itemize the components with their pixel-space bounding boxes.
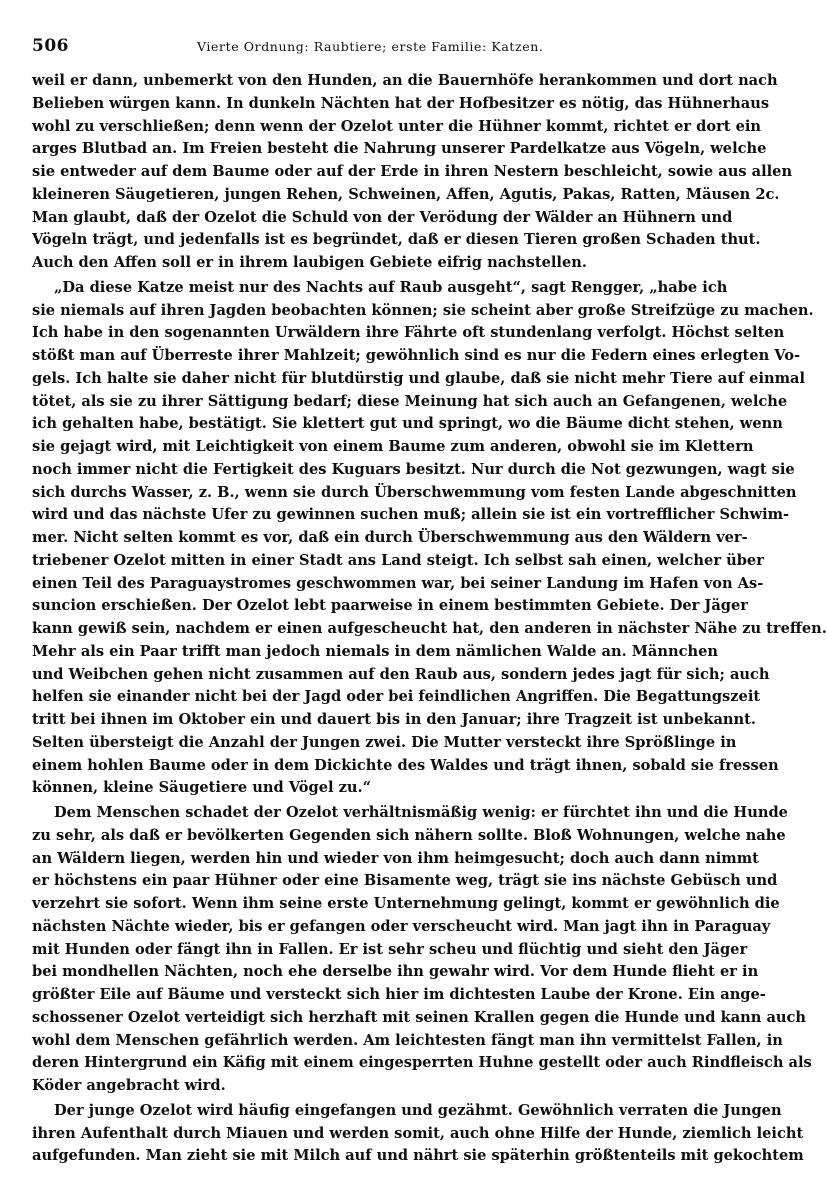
text-line: wohl dem Menschen gefährlich werden. Am leichtesten fängt man ihn vermittelst Fallen, in [32,1031,783,1049]
text-line: mit Hunden oder fängt ihn in Fallen. Er ist sehr scheu und flüchtig und sieht den Jäger [32,940,748,958]
text-line: suncion erschießen. Der Ozelot lebt paarweise in einem bestimmten Gebiete. Der Jäger [32,597,748,615]
text-line: deren Hintergrund ein Käfig mit einem eingesperrten Huhne gestellt oder auch Rindfleisch als [32,1054,812,1072]
text-line: ich gehalten habe, bestätigt. Sie klettert gut und springt, wo die Bäume dicht stehen, wenn [32,415,783,433]
text-line: Auch den Affen soll er in ihrem laubigen Gebiete eifrig nachstellen. [32,254,587,271]
text-line: sich durchs Wasser, z. B., wenn sie durch Überschwemmung vom festen Lande abgeschnitten [32,483,797,501]
paragraph [32,802,812,1098]
text-line: kleineren Säugetieren, jungen Rehen, Schweinen, Affen, Agutis, Pakas, Ratten, Mäusen 2c. [32,185,780,203]
text-line: Köder angebracht wird. [32,1077,226,1094]
text-line: einem hohlen Baume oder in dem Dickichte des Waldes und trägt ihnen, sobald sie fressen [32,756,779,774]
running-head: Vierte Ordnung: Raubtiere; erste Familie: Katzen. [197,39,544,54]
text-line: schossener Ozelot verteidigt sich herzhaft mit seinen Krallen gegen die Hunde und kann auch [32,1008,807,1026]
text-line: gels. Ich halte sie daher nicht für blutdürstig und glaube, daß sie nicht mehr Tiere auf einmal [32,369,806,387]
text-line: können, kleine Säugetiere und Vögel zu.“ [32,779,372,797]
text-line: verzehrt sie sofort. Wenn ihm seine erste Unternehmung gelingt, kommt er gewöhnlich die [32,895,780,912]
text-line: wird und das nächste Ufer zu gewinnen suchen muß; allein sie ist ein vortrefflicher Schwim- [32,506,790,524]
text-line: aufgefunden. Man zieht sie mit Milch auf und nährt sie späterhin größtenteils mit gekochtem [32,1147,804,1165]
text-line: sie niemals auf ihren Jagden beobachten können; sie scheint aber große Streifzüge zu machen. [32,301,814,319]
text-line: Mehr als ein Paar trifft man jedoch niemals in dem nämlichen Walde an. Männchen [32,642,718,660]
page-header [32,36,704,58]
text-line: an Wäldern liegen, werden hin und wieder von ihm heimgesucht; doch auch dann nimmt [32,849,759,867]
text-line: weil er dann, unbemerkt von den Hunden, an die Bauernhöfe herankommen und dort nach [32,72,778,89]
text-line: wohl zu verschließen; denn wenn der Ozelot unter die Hühner kommt, richtet er dort ein [32,117,762,135]
text-line: Selten übersteigt die Anzahl der Jungen zwei. Die Mutter versteckt ihre Sprößlinge in [32,733,737,751]
text-line: er höchstens ein paar Hühner oder eine Bisamente weg, trägt sie ins nächste Gebüsch und [32,872,778,890]
text-line: bei mondhellen Nächten, noch ehe derselbe ihn gewahr wird. Vor dem Hunde flieht er in [32,963,759,981]
text-line: stößt man auf Überreste ihrer Mahlzeit; gewöhnlich sind es nur die Federn eines erlegten Vo- [32,347,801,364]
paragraph [32,1100,804,1168]
text-line: Man glaubt, daß der Ozelot die Schuld von der Verödung der Wälder an Hühnern und [32,208,733,226]
text-line: tötet, als sie zu ihrer Sättigung bedarf; diese Meinung hat sich auch an Gefangenen, welche [32,392,788,410]
text-line: Der junge Ozelot wird häufig eingefangen und gezähmt. Gewöhnlich verraten die Jungen [54,1101,782,1119]
text-line: zu sehr, als daß er bevölkerten Gegenden sich nähern sollte. Bloß Wohnungen, welche nahe [32,826,786,844]
text-line: triebener Ozelot mitten in einer Stadt ans Land steigt. Ich selbst sah einen, welcher über [32,551,764,569]
page-number: 506 [32,36,69,56]
text-line: Belieben würgen kann. In dunkeln Nächten hat der Hofbesitzer es nötig, das Hühnerhaus [32,94,770,112]
text-line: arges Blutbad an. Im Freien besteht die Nahrung unserer Pardelkatze aus Vögeln, welche [32,140,767,158]
text-line: noch immer nicht die Fertigkeit des Kuguars besitzt. Nur durch die Not gezwungen, wagt sie [32,460,795,478]
body-text [32,70,827,1168]
text-line: sie entweder auf dem Baume oder auf der Erde in ihren Nestern beschleicht, sowie aus allen [32,163,793,180]
text-line: mer. Nicht selten kommt es vor, daß ein durch Überschwemmung aus den Wäldern ver- [32,529,748,546]
text-line: Dem Menschen schadet der Ozelot verhältnismäßig wenig: er fürchtet ihn und die Hunde [54,804,788,821]
text-line: tritt bei ihnen im Oktober ein und dauert bis in den Januar; ihre Tragzeit ist unbekannt. [32,711,756,728]
text-line: kann gewiß sein, nachdem er einen aufgescheucht hat, den anderen in nächster Nähe zu treffen. [32,620,827,637]
text-line: sie gejagt wird, mit Leichtigkeit von einem Baume zum anderen, obwohl sie im Klettern [32,438,754,455]
paragraph [32,70,793,275]
paragraph [32,277,827,800]
text-line: helfen sie einander nicht bei der Jagd oder bei feindlichen Angriffen. Die Begattungszeit [32,688,761,706]
text-line: und Weibchen gehen nicht zusammen auf den Raub aus, sondern jedes jagt für sich; auch [32,665,770,683]
text-line: größter Eile auf Bäume und versteckt sich hier im dichtesten Laube der Krone. Ein ange- [32,986,766,1003]
text-line: einen Teil des Paraguaystromes geschwommen war, bei seiner Landung im Hafen von As- [32,574,764,592]
text-line: Ich habe in den sogenannten Urwäldern ihre Fährte oft stundenlang verfolgt. Höchst selten [32,324,785,342]
text-line: „Da diese Katze meist nur des Nachts auf Raub ausgeht“, sagt Rengger, „habe ich [54,278,728,296]
text-line: Vögeln trägt, und jedenfalls ist es begründet, daß er diesen Tieren großen Schaden thut. [32,231,761,249]
text-line: nächsten Nächte wieder, bis er gefangen oder verscheucht wird. Man jagt ihn in Paraguay [32,917,771,935]
text-line: ihren Aufenthalt durch Miauen und werden somit, auch ohne Hilfe der Hunde, ziemlich leicht [32,1124,804,1142]
